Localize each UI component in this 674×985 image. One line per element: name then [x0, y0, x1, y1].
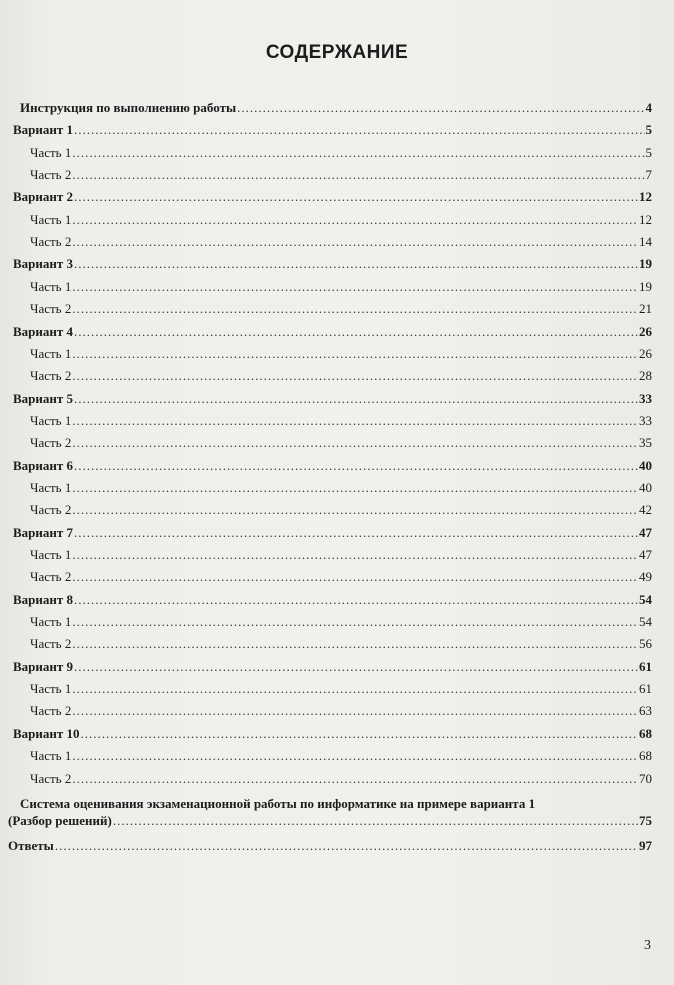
toc-entry-label: Вариант 9: [13, 659, 74, 674]
toc-entry-page: 21: [639, 301, 652, 316]
toc-entry-page: 19: [639, 256, 652, 271]
toc-entry-page: 49: [639, 569, 652, 584]
leader-dots: [74, 391, 638, 407]
toc-entry-page: 5: [645, 122, 652, 137]
toc-entry-label: Часть 2: [30, 636, 72, 651]
toc-entry-page: 33: [639, 391, 652, 406]
leader-dots: [72, 212, 638, 228]
leader-dots: [72, 569, 638, 585]
leader-dots: [74, 122, 644, 138]
toc-entry-page: 12: [639, 189, 652, 204]
toc-entry-label: Часть 2: [30, 771, 72, 786]
leader-dots: [72, 748, 638, 764]
toc-entry-grading-line1: [20, 796, 660, 812]
toc-entry-page: 12: [639, 212, 652, 227]
toc-entry-page: 26: [639, 324, 652, 339]
leader-dots: [72, 301, 638, 317]
toc-entry-page: 97: [639, 838, 652, 853]
leader-dots: [72, 368, 638, 384]
toc-entry-variant[interactable]: [13, 256, 652, 272]
leader-dots: [72, 234, 638, 250]
toc-entry-part[interactable]: [30, 636, 652, 652]
toc-entry-page: 26: [639, 346, 652, 361]
toc-entry-page: 68: [639, 748, 652, 763]
toc-entry-label: Часть 2: [30, 703, 72, 718]
toc-entry-label: Часть 1: [30, 547, 72, 562]
toc-entry-label: Часть 2: [30, 569, 72, 584]
toc-entry-page: 70: [639, 771, 652, 786]
toc-entry-label: Часть 1: [30, 212, 72, 227]
toc-entry-part[interactable]: [30, 681, 652, 697]
toc-entry-label: Часть 2: [30, 368, 72, 383]
toc-entry-page: 40: [639, 458, 652, 473]
toc-entry-label: Часть 1: [30, 413, 72, 428]
leader-dots: [72, 480, 638, 496]
leader-dots: [72, 346, 638, 362]
toc-entry-part[interactable]: [30, 435, 652, 451]
toc-entry-page: 5: [645, 145, 652, 160]
toc-entry-page: 68: [639, 726, 652, 741]
leader-dots: [72, 703, 638, 719]
toc-entry-label: Вариант 5: [13, 391, 74, 406]
leader-dots: [55, 838, 638, 854]
toc-entry-label: Часть 2: [30, 502, 72, 517]
toc-entry-label: Часть 1: [30, 480, 72, 495]
toc-entry-part[interactable]: [30, 502, 652, 518]
toc-entry-variant[interactable]: [13, 324, 652, 340]
toc-entry-variant[interactable]: [20, 100, 652, 116]
toc-entry-part[interactable]: [30, 480, 652, 496]
toc-entry-label: Часть 2: [30, 167, 72, 182]
toc-entry-label: Вариант 1: [13, 122, 74, 137]
toc-entry-page: 47: [639, 525, 652, 540]
toc-entry-part[interactable]: [30, 279, 652, 295]
toc-entry-label: Часть 2: [30, 435, 72, 450]
leader-dots: [74, 458, 638, 474]
leader-dots: [74, 189, 638, 205]
toc-entry-variant[interactable]: [13, 726, 652, 742]
toc-entry-page: 19: [639, 279, 652, 294]
toc-entry-page: 42: [639, 502, 652, 517]
toc-entry-part[interactable]: [30, 145, 652, 161]
toc-entry-variant[interactable]: [13, 458, 652, 474]
toc-entry-part[interactable]: [30, 301, 652, 317]
leader-dots: [72, 145, 644, 161]
toc-entry-label: Часть 2: [30, 234, 72, 249]
toc-entry-variant[interactable]: [13, 659, 652, 675]
toc-entry-part[interactable]: [30, 703, 652, 719]
leader-dots: [72, 771, 638, 787]
toc-entry-label: Часть 1: [30, 614, 72, 629]
toc-entry-answers[interactable]: [8, 838, 652, 854]
toc-entry-variant[interactable]: [13, 189, 652, 205]
toc-entry-page: 33: [639, 413, 652, 428]
leader-dots: [74, 525, 638, 541]
toc-entry-variant[interactable]: [13, 525, 652, 541]
toc-entry-variant[interactable]: [13, 592, 652, 608]
toc-entry-label: Часть 1: [30, 748, 72, 763]
toc-entry-page: 54: [639, 592, 652, 607]
toc-entry-page: 47: [639, 547, 652, 562]
toc-entry-label: Инструкция по выполнению работы: [20, 100, 237, 115]
page-title: СОДЕРЖАНИЕ: [265, 42, 409, 63]
toc-entry-part[interactable]: [30, 346, 652, 362]
leader-dots: [74, 659, 638, 675]
toc-entry-part[interactable]: [30, 748, 652, 764]
page-number: 3: [644, 938, 651, 953]
toc-entry-label: Часть 1: [30, 279, 72, 294]
toc-entry-page: 75: [639, 813, 652, 828]
leader-dots: [72, 167, 644, 183]
toc-entry-part[interactable]: [30, 413, 652, 429]
leader-dots: [72, 614, 638, 630]
leader-dots: [74, 324, 638, 340]
toc-entry-page: 7: [645, 167, 652, 182]
leader-dots: [72, 681, 638, 697]
toc-entry-label: (Разбор решений): [8, 813, 112, 828]
leader-dots: [72, 636, 638, 652]
toc-entry-part[interactable]: [30, 771, 652, 787]
leader-dots: [72, 502, 638, 518]
toc-entry-page: 14: [639, 234, 652, 249]
toc-entry-grading[interactable]: [8, 813, 652, 829]
leader-dots: [72, 279, 638, 295]
toc-entry-part[interactable]: [30, 212, 652, 228]
leader-dots: [237, 100, 644, 116]
leader-dots: [72, 413, 638, 429]
leader-dots: [74, 256, 638, 272]
toc-entry-page: 54: [639, 614, 652, 629]
leader-dots: [72, 547, 638, 563]
leader-dots: [81, 726, 638, 742]
toc-entry-label: Часть 2: [30, 301, 72, 316]
toc-entry-label: Вариант 2: [13, 189, 74, 204]
toc-entry-label: Вариант 8: [13, 592, 74, 607]
toc-entry-page: 56: [639, 636, 652, 651]
toc-entry-label: Вариант 7: [13, 525, 74, 540]
toc-entry-page: 40: [639, 480, 652, 495]
toc-entry-variant[interactable]: [13, 122, 652, 138]
toc-entry-part[interactable]: [30, 234, 652, 250]
toc-entry-part[interactable]: [30, 547, 652, 563]
toc-entry-label: Часть 1: [30, 681, 72, 696]
leader-dots: [113, 813, 638, 829]
toc-entry-label: Ответы: [8, 838, 54, 853]
toc-entry-label: Часть 1: [30, 145, 72, 160]
toc-entry-page: 61: [639, 659, 652, 674]
leader-dots: [74, 592, 638, 608]
leader-dots: [72, 435, 638, 451]
toc-entry-page: 4: [645, 100, 652, 115]
toc-entry-part[interactable]: [30, 569, 652, 585]
toc-entry-label: Вариант 6: [13, 458, 74, 473]
toc-entry-part[interactable]: [30, 368, 652, 384]
toc-entry-label: Система оценивания экзаменационной работы по информатике на примере варианта 1: [20, 796, 536, 811]
toc-entry-part[interactable]: [30, 167, 652, 183]
toc-entry-label: Вариант 4: [13, 324, 74, 339]
toc-entry-label: Вариант 3: [13, 256, 74, 271]
toc-entry-page: 28: [639, 368, 652, 383]
toc-entry-label: Часть 1: [30, 346, 72, 361]
toc-entry-page: 35: [639, 435, 652, 450]
toc-entry-variant[interactable]: [13, 391, 652, 407]
toc-entry-page: 63: [639, 703, 652, 718]
toc-entry-label: Вариант 10: [13, 726, 80, 741]
toc-entry-page: 61: [639, 681, 652, 696]
toc-entry-part[interactable]: [30, 614, 652, 630]
